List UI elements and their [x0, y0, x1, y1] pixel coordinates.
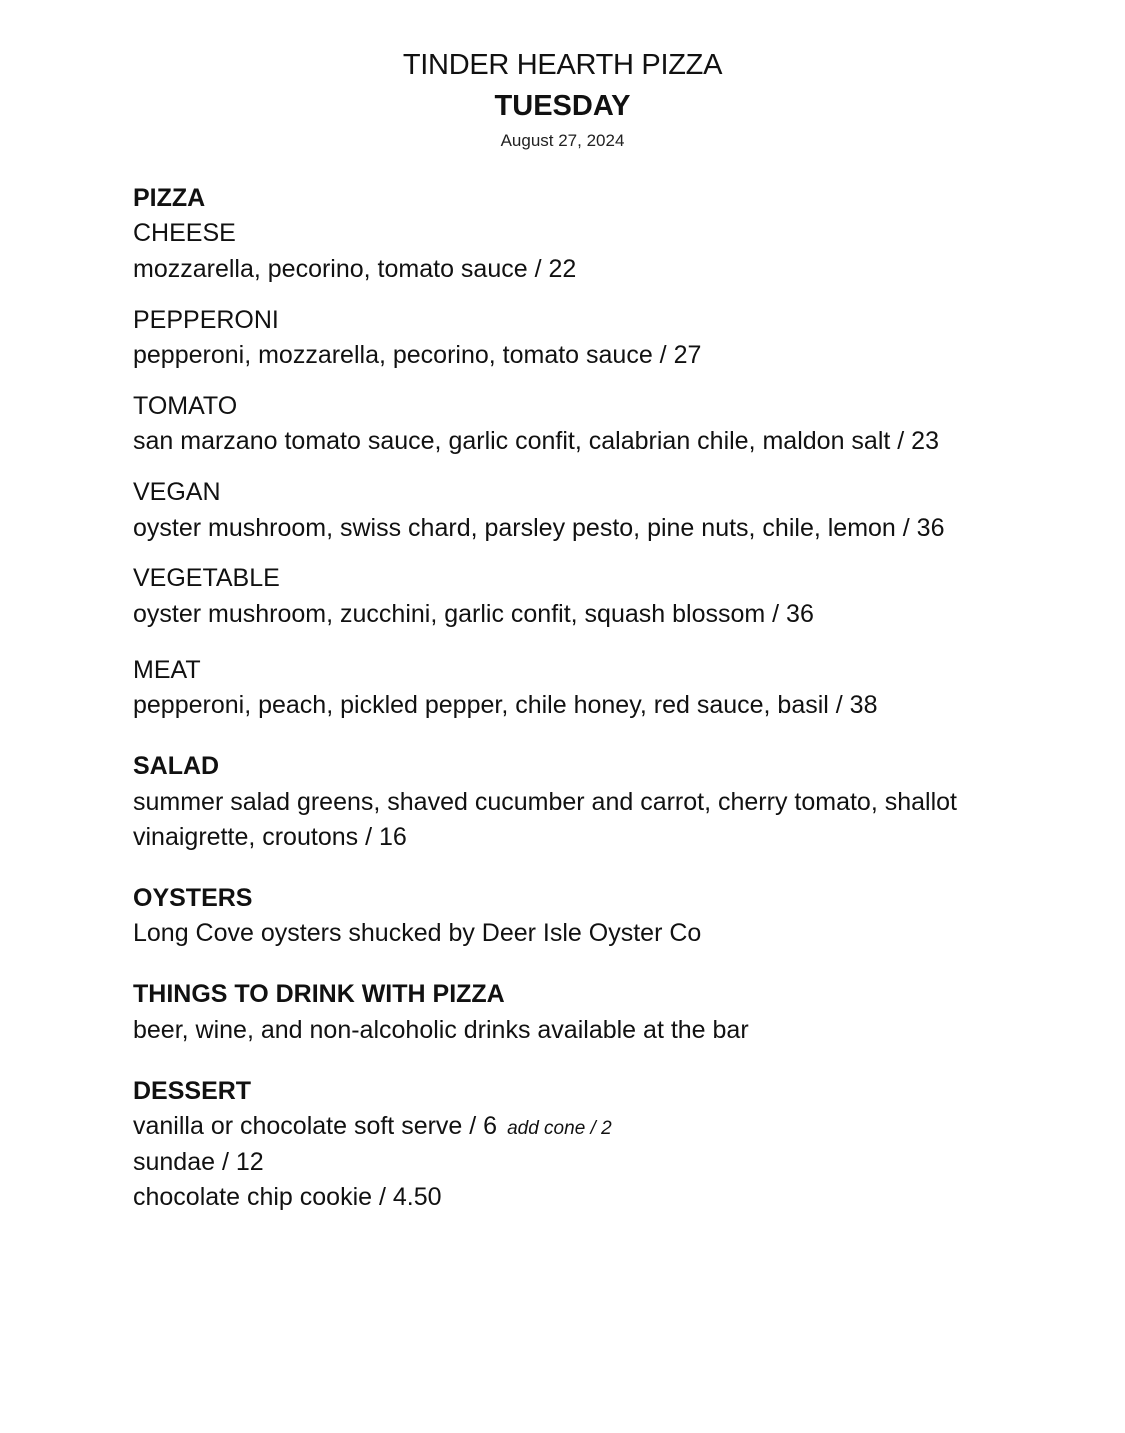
- dessert-item-desc: vanilla or chocolate soft serve / 6: [133, 1112, 498, 1140]
- section-title-oysters: OYSTERS: [133, 884, 253, 912]
- pizza-item-name: MEAT: [133, 656, 201, 684]
- dessert-item-note: add cone / 2: [507, 1118, 612, 1139]
- section-title-drinks: THINGS TO DRINK WITH PIZZA: [133, 980, 505, 1008]
- menu-date: August 27, 2024: [500, 131, 625, 150]
- pizza-item-desc: mozzarella, pecorino, tomato sauce / 22: [133, 255, 577, 283]
- pizza-item-desc: pepperoni, peach, pickled pepper, chile honey, red sauce, basil / 38: [133, 691, 878, 719]
- pizza-item-desc: oyster mushroom, swiss chard, parsley pesto, pine nuts, chile, lemon / 36: [133, 514, 945, 542]
- restaurant-name: TINDER HEARTH PIZZA: [402, 49, 723, 81]
- oysters-desc: Long Cove oysters shucked by Deer Isle Oyster Co: [133, 919, 702, 947]
- salad-desc-line: vinaigrette, croutons / 16: [133, 823, 407, 851]
- section-title-salad: SALAD: [133, 752, 220, 780]
- dessert-item: [133, 1111, 612, 1144]
- dessert-item-desc: sundae / 12: [133, 1148, 264, 1176]
- pizza-item-name: VEGAN: [133, 478, 221, 506]
- pizza-item-name: PEPPERONI: [133, 306, 279, 334]
- drinks-desc: beer, wine, and non-alcoholic drinks available at the bar: [133, 1016, 749, 1044]
- pizza-item-name: VEGETABLE: [133, 564, 280, 592]
- pizza-item-name: CHEESE: [133, 219, 236, 247]
- pizza-item-desc: oyster mushroom, zucchini, garlic confit, squash blossom / 36: [133, 600, 814, 628]
- menu-day: TUESDAY: [494, 90, 631, 122]
- section-title-dessert: DESSERT: [133, 1077, 252, 1105]
- section-title-pizza: PIZZA: [133, 184, 206, 212]
- pizza-item-desc: san marzano tomato sauce, garlic confit, calabrian chile, maldon salt / 23: [133, 427, 939, 455]
- pizza-item-name: TOMATO: [133, 392, 238, 420]
- dessert-item-desc: chocolate chip cookie / 4.50: [133, 1183, 442, 1211]
- pizza-item-desc: pepperoni, mozzarella, pecorino, tomato sauce / 27: [133, 341, 702, 369]
- salad-desc-line: summer salad greens, shaved cucumber and carrot, cherry tomato, shallot: [133, 788, 957, 816]
